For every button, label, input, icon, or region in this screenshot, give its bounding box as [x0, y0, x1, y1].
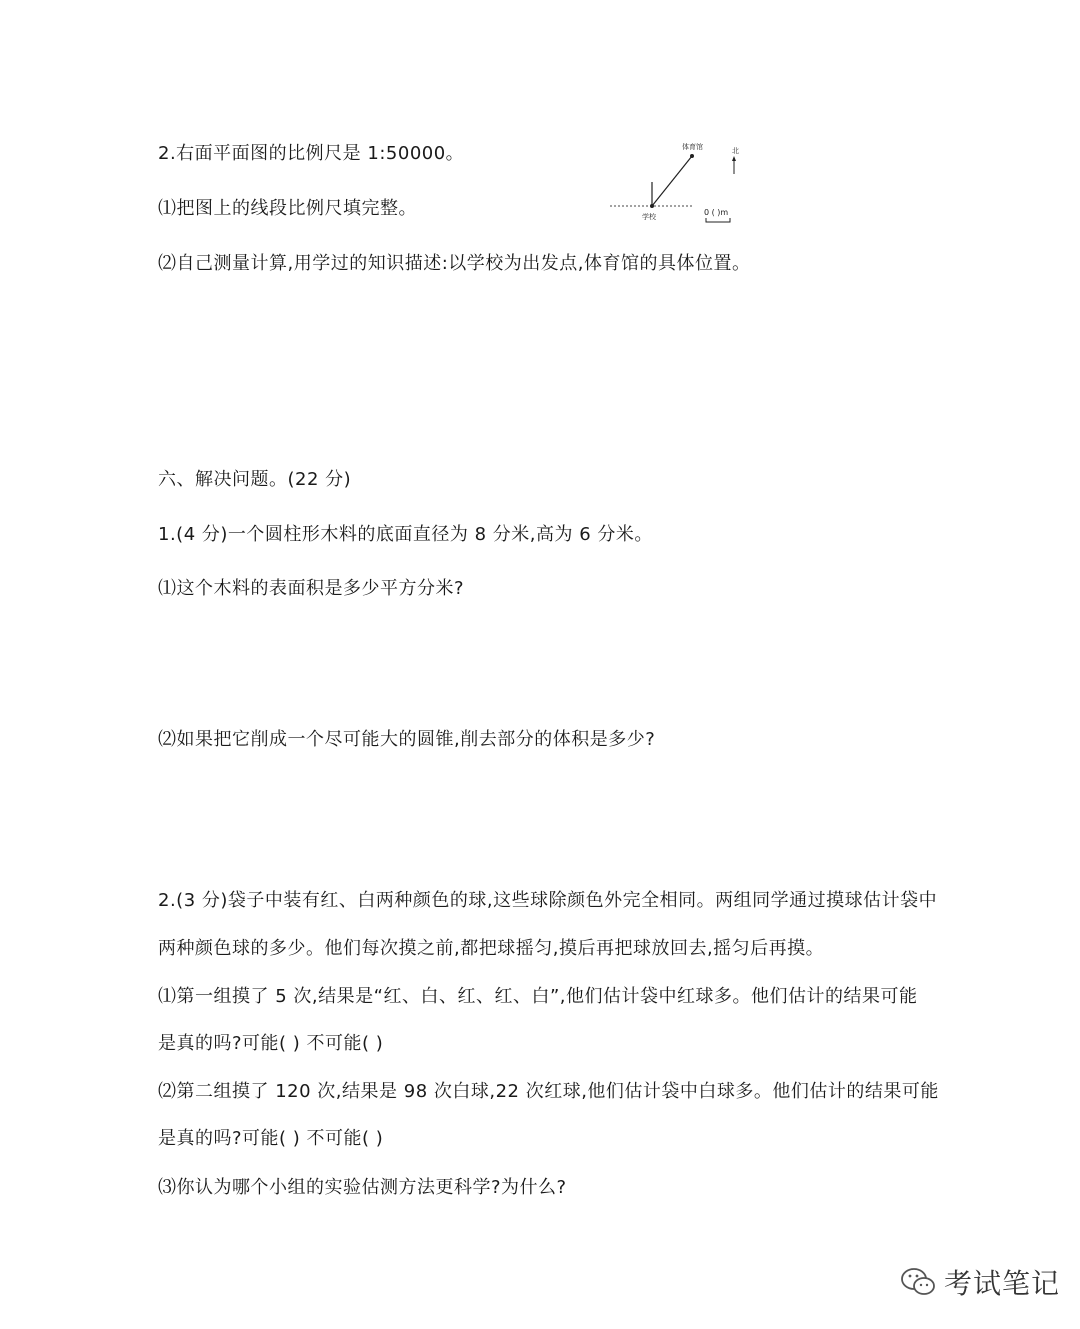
p2-question1-line1: ⑴第一组摸了 5 次,结果是“红、白、红、红、白”,他们估计袋中红球多。他们估计的结果可能 [158, 986, 918, 1007]
p2-line2: 两种颜色球的多少。他们每次摸之前,都把球摇匀,摸后再把球放回去,摇匀后再摸。 [158, 938, 825, 959]
school-point [650, 204, 654, 208]
north-label: 北 [732, 147, 739, 155]
watermark-text: 考试笔记 [944, 1267, 1061, 1300]
scale-label: 0 ( )m [704, 208, 729, 217]
p1-question1: ⑴这个木料的表面积是多少平方分米? [158, 578, 465, 599]
p2-question1-line2: 是真的吗?可能( ) 不可能( ) [158, 1033, 384, 1054]
q2-title: 2.右面平面图的比例尺是 1:50000。 [158, 143, 465, 164]
p2-question2-line2: 是真的吗?可能( ) 不可能( ) [158, 1128, 384, 1149]
school-to-gym-line [652, 156, 692, 206]
gym-point [690, 154, 694, 158]
scale-bar [706, 218, 730, 222]
p2-question3: ⑶你认为哪个小组的实验估测方法更科学?为什么? [158, 1177, 567, 1198]
school-label: 学校 [642, 213, 656, 221]
map-drawing [610, 136, 770, 231]
watermark [900, 1262, 1060, 1302]
p1-title: 1.(4 分)一个圆柱形木料的底面直径为 8 分米,高为 6 分米。 [158, 524, 653, 545]
q2-part2: ⑵自己测量计算,用学过的知识描述:以学校为出发点,体育馆的具体位置。 [158, 253, 751, 274]
north-arrowhead-icon [732, 156, 736, 161]
p2-question2-line1: ⑵第二组摸了 120 次,结果是 98 次白球,22 次红球,他们估计袋中白球多。他们估计的结果可能 [158, 1081, 939, 1102]
section6-heading: 六、解决问题。(22 分) [158, 469, 352, 490]
gym-label: 体育馆 [682, 143, 703, 151]
wechat-icon [900, 1267, 936, 1297]
p2-line1: 2.(3 分)袋子中装有红、白两种颜色的球,这些球除颜色外完全相同。两组同学通过摸球估计袋中 [158, 890, 938, 911]
map-diagram [610, 136, 770, 231]
p1-question2: ⑵如果把它削成一个尽可能大的圆锥,削去部分的体积是多少? [158, 729, 656, 750]
q2-part1: ⑴把图上的线段比例尺填完整。 [158, 198, 417, 219]
